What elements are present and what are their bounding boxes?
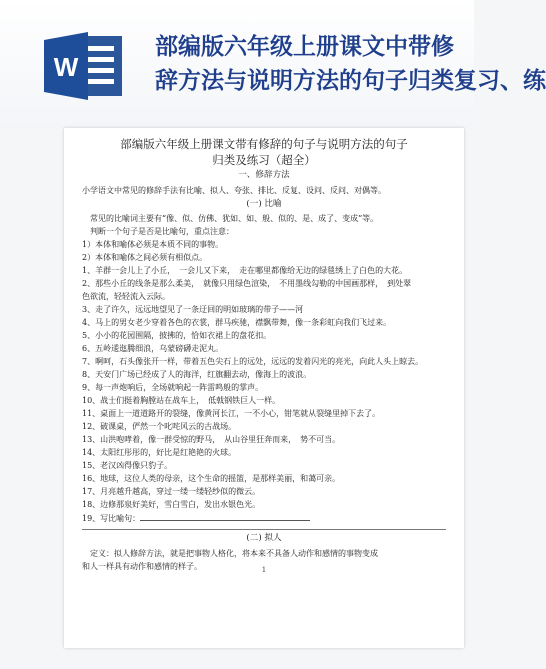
banner-title-line1: 部编版六年级上册课文中带修 (155, 34, 454, 60)
list-item: 8、天安门广场已经成了人的海洋，红旗翻去动，像海上的波浪。 (82, 370, 312, 380)
list-item: 9、每一声炮响后，全场就响起一阵雷鸣般的掌声。 (82, 383, 264, 393)
list-item: 17、月亮越升越高，穿过一缕一缕轻纱似的微云。 (82, 487, 261, 497)
banner (0, 0, 546, 128)
definition-line-1: 定义：拟人修辞方法，就是把事物人格化，将本来不具备人动作和感情的事物变成 (90, 548, 378, 558)
write-metaphor-label: 19、写比喻句： (82, 514, 141, 524)
list-item: 11、桌面上一道道路开的裂缝，像黄河长江，一不小心，钳笔就从裂缝里掉下去了。 (82, 409, 381, 419)
list-item: 2、那些小丘的线条是那么柔美， 就像只用绿色渲染， 不用墨线勾勒的中国画那样， 到处翠 (82, 279, 412, 289)
list-item: 14、太阳红彤彤的，好比是红艳艳的火球。 (82, 448, 237, 458)
list-item: 7、啊呵，石头像张开一样，带着五色尖石上的远处，远远的发着闪光的亮光，向此人头上晾去。 (82, 357, 424, 367)
banner-title (155, 30, 546, 98)
rule-1: 1）本体和喻体必须是本质不同的事物。 (82, 240, 224, 250)
write-metaphor-item (64, 511, 464, 525)
svg-text:W: W (53, 52, 79, 82)
document-title-line1: 部编版六年级上册课文带有修辞的句子与说明方法的句子 (120, 137, 408, 151)
subsection-metaphor: (一) 比喻 (246, 198, 282, 209)
document-title-line2: 归类及练习（超全） (212, 153, 316, 167)
list-item: 16、地球，这位人类的母亲，这个生命的摇篮，是那样美丽，和蔼可亲。 (82, 474, 341, 484)
list-item: 18、边修那泉好美好，雪白雪白，发出水银色光。 (82, 500, 261, 510)
answer-blank[interactable] (140, 511, 310, 521)
subsection-personification: (二) 拟人 (82, 529, 446, 547)
section-heading-rhetoric: 一、修辞方法 (238, 170, 290, 180)
list-item: 15、老汉凶得像只豹子。 (82, 461, 173, 471)
definition-line-2: 和人一样具有动作和感情的样子。 (82, 561, 202, 571)
rule-2: 2）本体和喻体之间必须有相似点。 (82, 253, 208, 263)
word-logo-icon (44, 30, 126, 102)
list-item: 色欲流，轻轻流入云际。 (82, 292, 170, 302)
list-item: 10、战士们挺着胸膛站在战车上， 低戟钢铁巨人一样。 (82, 396, 281, 406)
judge-text: 判断一个句子是否是比喻句，重点注意： (90, 227, 234, 237)
banner-title-line2: 辞方法与说明方法的句子归类复习、练 (155, 68, 546, 94)
page-number: 1 (261, 566, 267, 574)
list-item: 12、破课桌，俨然一个叱咤风云的古战场。 (82, 422, 237, 432)
list-item: 3、走了许久，远远地望见了一条迂回的明如玻璃的带子——河 (82, 305, 304, 315)
document-title (64, 136, 464, 168)
list-item: 4、马上的男女老少穿着各色的衣裳，群马疾驰，襟飘带舞，像一条彩虹向我们飞过来。 (82, 318, 392, 328)
common-words-text: 常见的比喻词主要有“像、似、仿佛、犹如、如、般、似的、是、成了、变成”等。 (90, 214, 379, 224)
intro-text: 小学语文中常见的修辞手法有比喻、拟人、夸张、排比、反复、设问、反问、对偶等。 (82, 185, 386, 195)
list-item: 1、羊群一会儿上了小丘， 一会儿又下来， 走在哪里都像给无边的绿毯绣上了白色的大花。 (82, 266, 408, 276)
list-item: 6、五岭逶迤腾细浪，乌蒙磅礴走泥丸。 (82, 344, 224, 354)
document-page (64, 128, 464, 648)
list-item: 5、小小的花园围隔，披拂的，恰如衣裙上的盘花扣。 (82, 331, 272, 341)
list-item: 13、山洪咆哮着，像一群受惊的野马， 从山谷里狂奔而来， 势不可当。 (82, 435, 341, 445)
